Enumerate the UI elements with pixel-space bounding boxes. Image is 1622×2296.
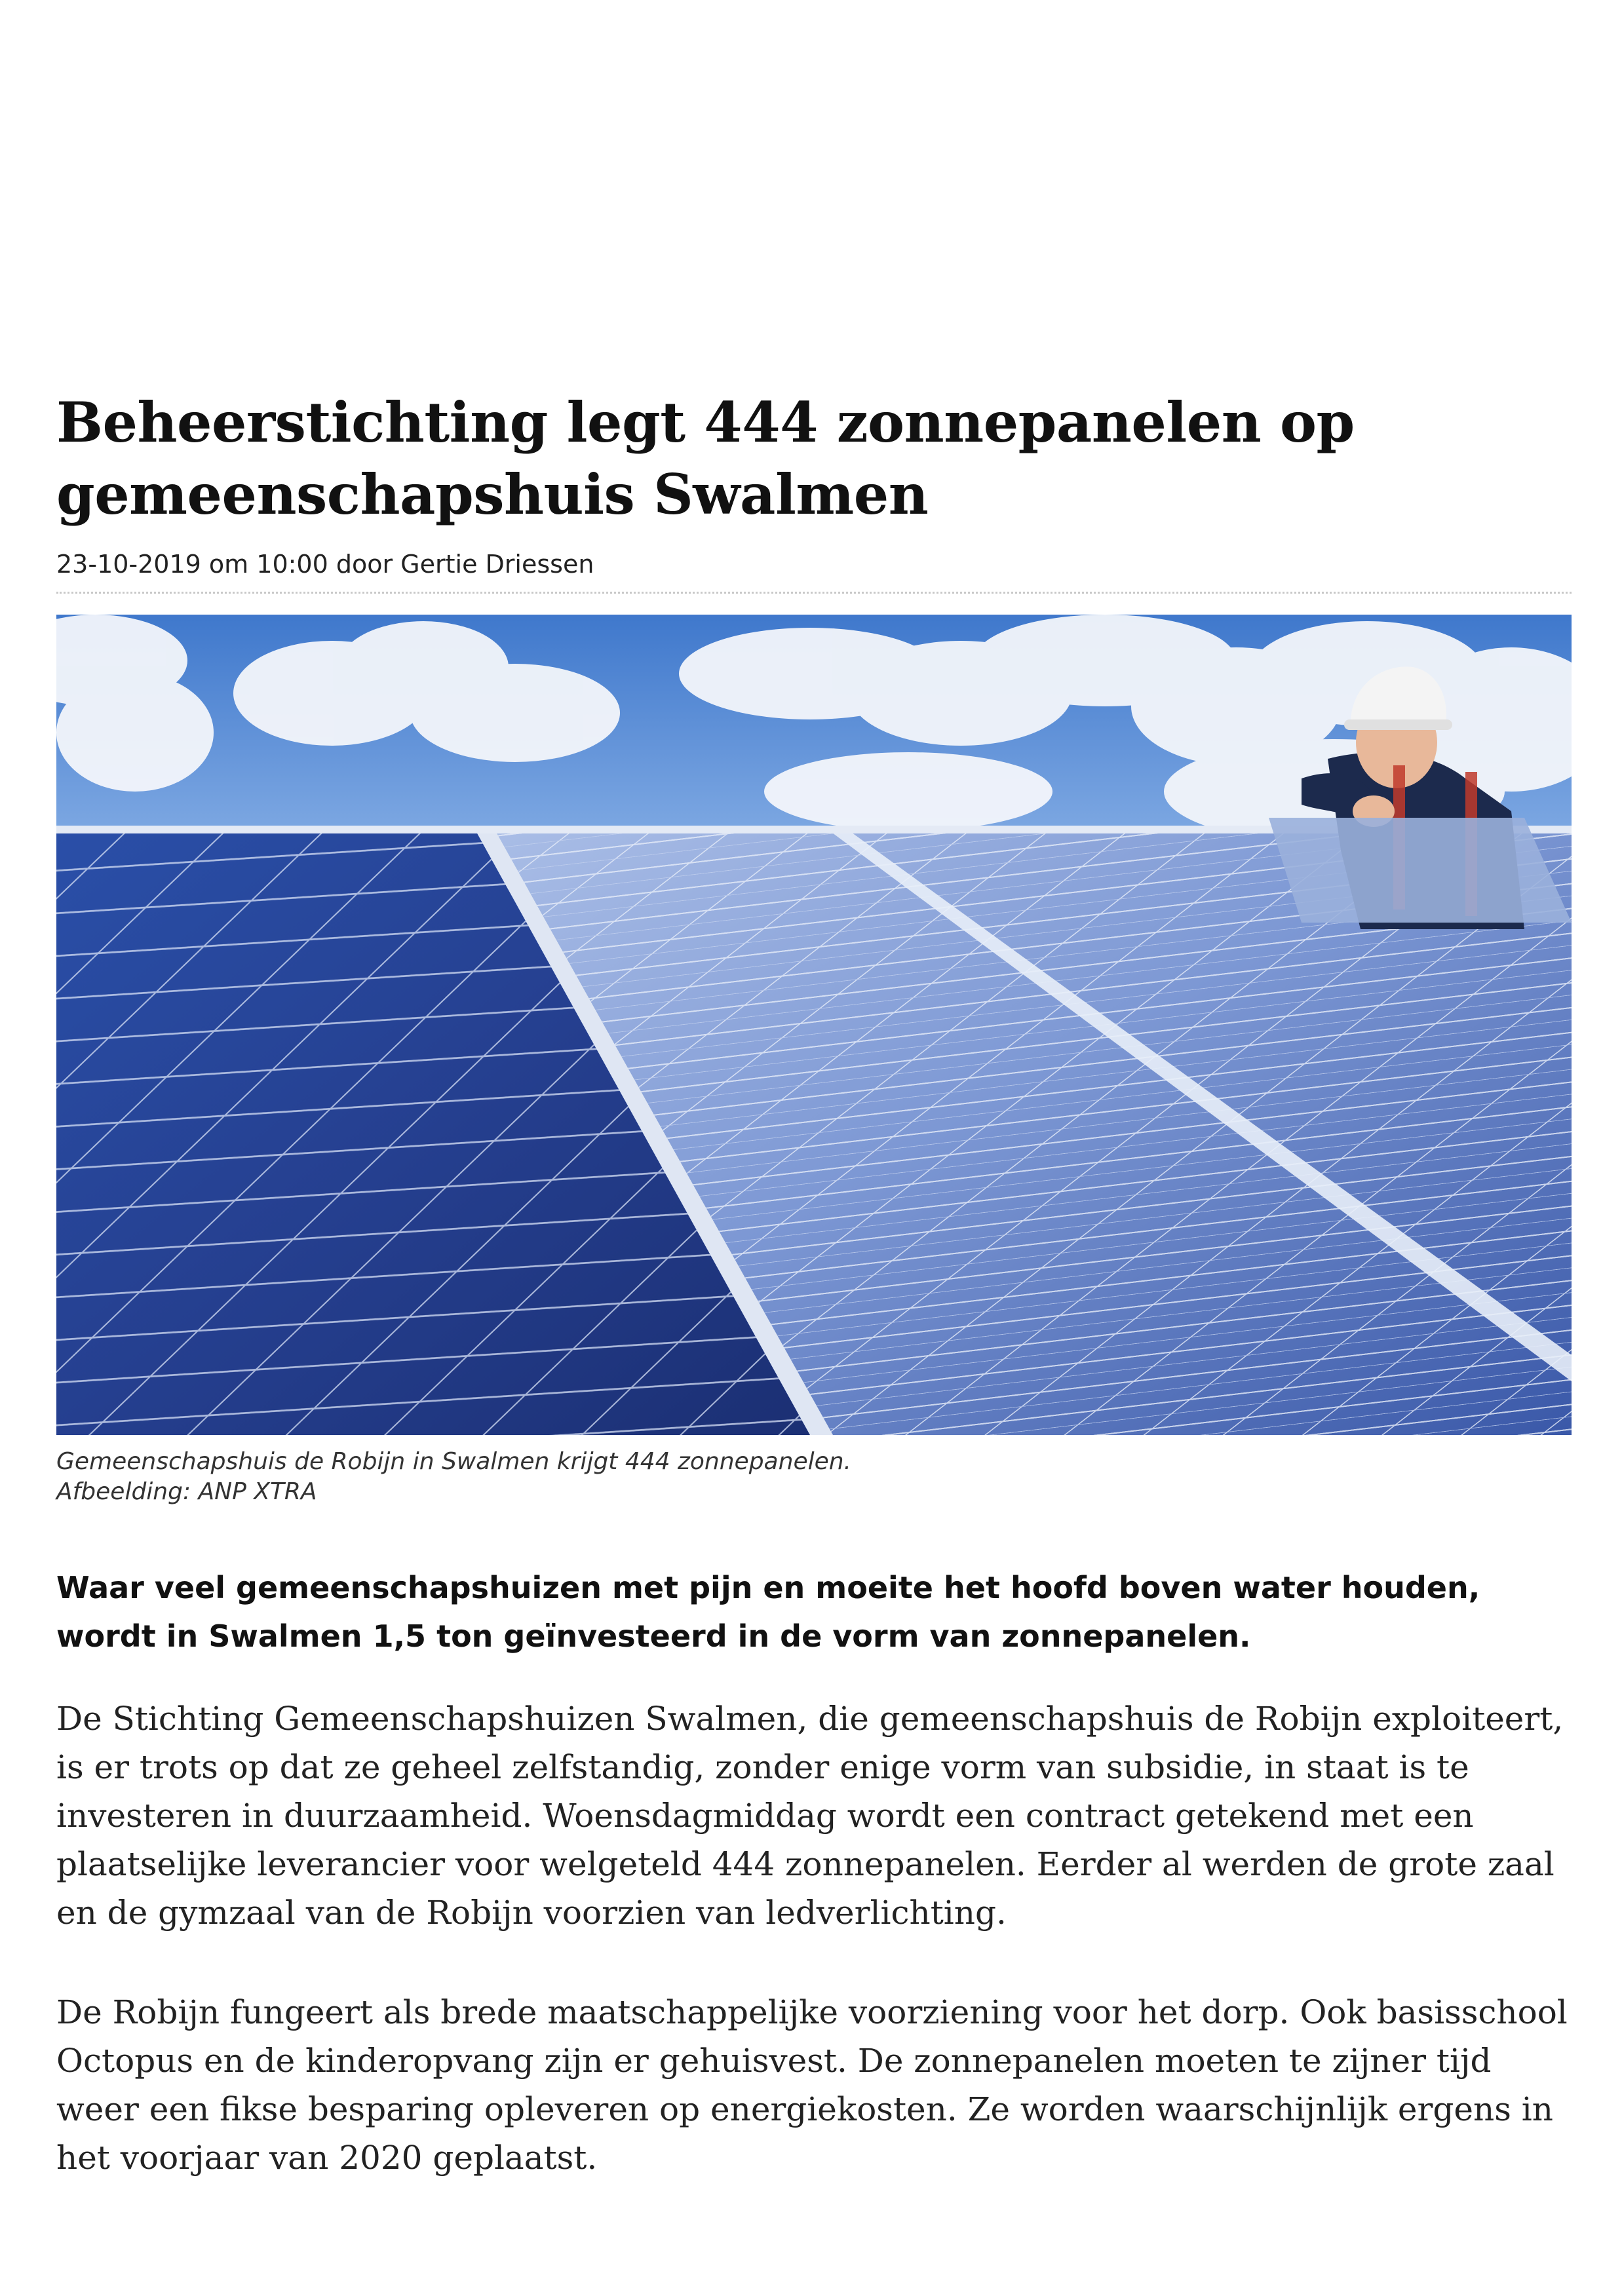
article-paragraph: De Stichting Gemeenschapshuizen Swalmen, die gemeenschapshuis de Robijn exploiteert, is er trots op dat ze geheel zelfstandig, zonder enige vorm van subsidie, in staat is te investeren in duurzaamheid. Woensdagmiddag wordt een contract getekend met een plaatselijke leverancier voor welgeteld 444 zonnepanelen. Eerder al werden de grote zaal en de gymzaal van de Robijn voorzien van ledverlichting.: [56, 1700, 1564, 1932]
photo-caption-text: Gemeenschapshuis de Robijn in Swalmen krijgt 444 zonnepanelen.: [56, 1448, 851, 1475]
photo-credit: Afbeelding: ANP XTRA: [56, 1478, 317, 1505]
byline-divider: [56, 592, 1572, 594]
article-lead: Waar veel gemeenschapshuizen met pijn en moeite het hoofd boven water houden, wordt in Swalmen 1,5 ton geïnvesteerd in de vorm van zonnepanelen.: [56, 1570, 1480, 1654]
article-paragraph: De Robijn fungeert als brede maatschappelijke voorziening voor het dorp. Ook basisschool Octopus en de kinderopvang zijn er gehuisvest. De zonnepanelen moeten te zijner tijd weer een fikse besparing opleveren op energiekosten. Ze worden waarschijnlijk ergens in het voorjaar van 2020 geplaatst.: [56, 1993, 1568, 2177]
article-photo: [56, 615, 1572, 1435]
photo-caption: [56, 1447, 851, 1507]
article-byline: 23-10-2019 om 10:00 door Gertie Driessen: [56, 550, 594, 579]
article-headline: Beheerstichting legt 444 zonnepanelen op gemeenschapshuis Swalmen: [56, 390, 1355, 527]
solar-panels-illustration: [56, 615, 1572, 1435]
